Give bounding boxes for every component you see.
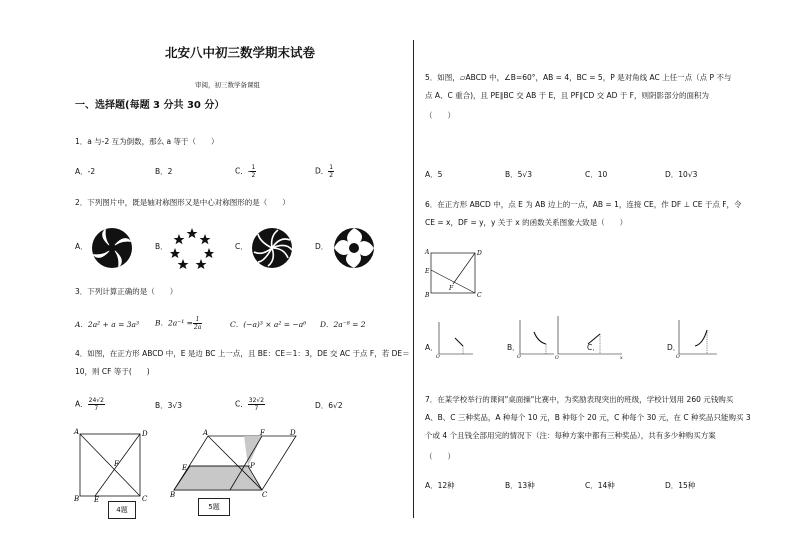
q2-option-a: A． <box>75 242 88 251</box>
q6-figure <box>423 248 483 298</box>
q6-label-c: C <box>477 292 482 298</box>
q6-option-d: D． <box>667 343 681 352</box>
left-column <box>70 0 410 560</box>
q4-label-f: F <box>114 460 119 468</box>
q5-label-d: D <box>290 429 296 437</box>
q4-figure-caption: 4题 <box>108 501 136 519</box>
q3-option-d: D．2a⁻⁸ = 2 <box>320 320 366 329</box>
q6-option-c: C． <box>587 343 600 352</box>
q5-label-a: A <box>203 429 209 437</box>
q6-label-f: F <box>449 285 454 292</box>
q6-graph-c <box>554 314 624 360</box>
q4-label-b: B <box>74 495 80 503</box>
q3-option-a: A．2a² + a = 3a³ <box>75 320 139 329</box>
q6-graph-c-x: x <box>620 356 623 360</box>
q5-figure-caption: 5题 <box>198 498 230 516</box>
q3-option-c: C．(−a)³ × a² = −a⁶ <box>230 320 307 329</box>
q4-label-d: D <box>142 430 148 438</box>
q1-option-a: A．-2 <box>75 167 96 176</box>
q5-figure <box>170 428 300 498</box>
question-7-stem-line4: （ ） <box>425 452 455 461</box>
q5-label-c: C <box>262 491 268 498</box>
q2-image-d-icon <box>332 226 376 270</box>
q6-graph-d <box>675 318 719 358</box>
q6-graph-d-origin: O <box>676 355 680 358</box>
q5-label-p: P <box>250 462 255 470</box>
q7-option-d: D．15种 <box>665 481 696 490</box>
q7-option-c: C．14种 <box>585 481 615 490</box>
question-3-stem: 3．下列计算正确的是（ ） <box>75 287 178 296</box>
q6-graph-a-origin: O <box>436 355 440 358</box>
question-5-stem-line3: （ ） <box>425 111 455 120</box>
q2-image-b-icon <box>170 225 214 269</box>
q4-figure <box>70 426 150 504</box>
column-divider <box>413 40 414 518</box>
q2-option-c: C． <box>235 242 248 251</box>
q3-option-b: B．2a⁻¹ = $\frac{1}{2a}$ <box>155 316 202 331</box>
q6-graph-b <box>516 318 556 358</box>
q7-option-a: A．12种 <box>425 481 455 490</box>
question-1-stem: 1．a 与-2 互为倒数，那么 a 等于（ ） <box>75 137 219 146</box>
question-6-stem-line1: 6．在正方形 ABCD 中，点 E 为 AB 边上的一点，AB = 1，连接 CE，作 DF ⊥ CE 于点 F，令 <box>425 200 742 209</box>
question-6-stem-line2: CE = x，DF = y，y 关于 x 的函数关系图象大致是（ ） <box>425 218 628 227</box>
q1-option-d: D． $\frac{1}{2}$ <box>315 164 334 179</box>
q2-option-b: B． <box>155 242 168 251</box>
q6-label-e: E <box>425 268 430 275</box>
question-7-stem-line3: 个或 4 个且钱全部用完的情况下（注：每种方案中都有三种奖品），共有多少种购买方案 <box>425 431 716 440</box>
q4-label-e: E <box>94 496 100 504</box>
q6-label-b: B <box>425 292 430 298</box>
q4-option-a: A． $\frac{24√2}{7}$ <box>75 397 104 412</box>
q7-option-b: B．13种 <box>505 481 535 490</box>
q6-option-a: A． <box>425 343 438 352</box>
question-7-stem-line2: A、B、C 三种奖品，A 种每个 10 元，B 种每个 20 元，C 种每个 30 元，在 C 种奖品只能购买 3 <box>425 413 751 422</box>
q5-label-f: F <box>260 429 265 437</box>
question-5-stem-line1: 5．如图，▱ABCD 中，∠B=60°，AB = 4，BC = 5，P 是对角线 AC 上任一点（点 P 不与 <box>425 73 732 82</box>
q6-graph-a <box>435 320 475 358</box>
page-title: 北安八中初三数学期末试卷 <box>165 45 316 60</box>
q1-option-c: C．- $\frac{1}{2}$ <box>235 164 256 179</box>
q1-option-b: B．2 <box>155 167 173 176</box>
q5-option-c: C．10 <box>585 170 608 179</box>
q4-option-b: B．3√3 <box>155 401 182 410</box>
q5-option-b: B．5√3 <box>505 170 532 179</box>
q2-image-c-icon <box>250 226 294 270</box>
q6-graph-b-origin: O <box>517 355 521 358</box>
question-4-stem-line1: 4．如图，在正方形 ABCD 中，E 是边 BC 上一点，且 BE：CE＝1：3，DE 交 AC 于点 F，若 DE＝ <box>75 349 410 358</box>
q4-option-d: D．6√2 <box>315 401 343 410</box>
right-column <box>420 0 760 560</box>
section-heading: 一、选择题(每题 3 分共 30 分） <box>75 100 225 111</box>
q5-label-e: E <box>182 464 188 472</box>
question-4-stem-line2: 10，则 CF 等于( ) <box>75 367 150 376</box>
q2-image-a-icon <box>90 226 134 270</box>
q4-label-c: C <box>142 495 148 503</box>
question-5-stem-line2: 点 A、C 重合)，且 PE∥BC 交 AB 于 E，且 PF∥CD 交 AD 于 F，则阴影部分的面积为 <box>425 91 709 100</box>
q2-option-d: D． <box>315 242 329 251</box>
q6-graph-c-origin: O <box>555 356 559 360</box>
q6-label-d: D <box>477 250 482 257</box>
q5-option-d: D．10√3 <box>665 170 698 179</box>
q5-label-b: B <box>170 491 176 498</box>
q6-label-a: A <box>425 249 430 256</box>
q5-option-a: A．5 <box>425 170 443 179</box>
q6-option-b: B． <box>507 343 520 352</box>
q4-option-c: C． $\frac{32√2}{7}$ <box>235 397 265 412</box>
question-2-stem: 2．下列图片中，既是轴对称图形又是中心对称图形的是（ ） <box>75 198 290 207</box>
q4-label-a: A <box>74 428 80 436</box>
question-7-stem-line1: 7．在某学校举行的课间"桌面操"比赛中，为奖励表现突出的班级，学校计划用 260 元钱购买 <box>425 395 734 404</box>
reviewer-line: 审阅，初三数学备课组 <box>195 81 260 89</box>
